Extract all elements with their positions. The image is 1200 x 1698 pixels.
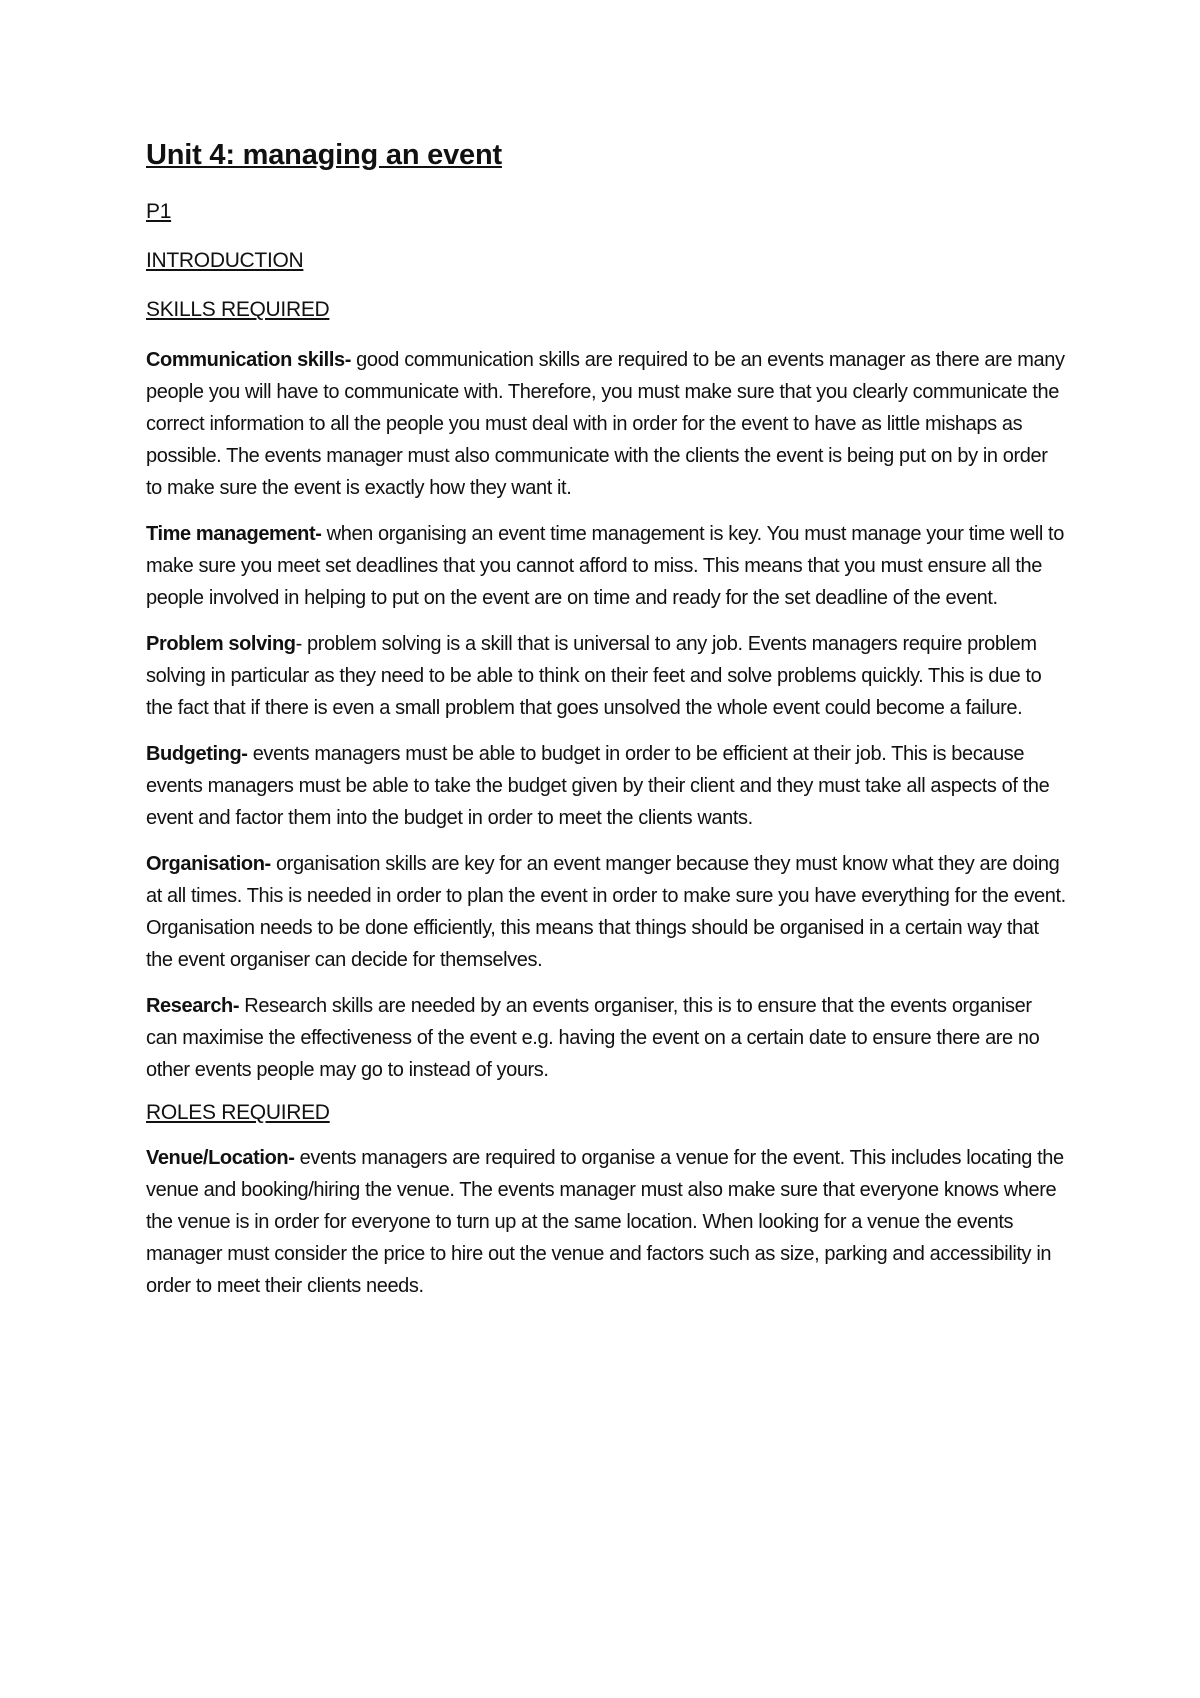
section-code: P1 (146, 199, 172, 223)
document-page (146, 138, 1066, 1658)
skill-paragraph-budgeting (146, 738, 1066, 834)
skill-text: Research skills are needed by an events organiser, this is to ensure that the events organiser can maximise the effectiveness of the event e.g. having the event on a certain date to ensure there are no other events people may go to instead of yours. (146, 994, 1040, 1081)
skill-term: Time management- (146, 522, 322, 545)
role-text: events managers are required to organise a venue for the event. This includes locating the venue and booking/hiring the venue. The events manager must also make sure that everyone knows where the venue is in order for everyone to turn up at the same location. When looking for a venue the events manager must consider the price to hire out the venue and factors such as size, parking and accessibility in order to meet their clients needs. (146, 1146, 1064, 1297)
skill-text: good communication skills are required to be an events manager as there are many people you will have to communicate with. Therefore, you must make sure that you clearly communicate the correct information to all the people you must deal with in order for the event to have as little mishaps as possible. The events manager must also communicate with the clients the event is being put on by in order to make sure the event is exactly how they want it. (146, 348, 1065, 499)
roles-heading: ROLES REQUIRED (146, 1100, 330, 1124)
skill-paragraph-time-management (146, 518, 1066, 614)
skill-text: when organising an event time management is key. You must manage your time well to make sure you meet set deadlines that you cannot afford to miss. This means that you must ensure all the people involved in helping to put on the event are on time and ready for the set deadline of the event. (146, 522, 1064, 609)
document-title: Unit 4: managing an event (146, 139, 502, 171)
skill-text: events managers must be able to budget in order to be efficient at their job. This is because events managers must be able to take the budget given by their client and they must take all aspects of the event and factor them into the budget in order to meet the clients wants. (146, 742, 1050, 829)
skill-text: organisation skills are key for an event manger because they must know what they are doing at all times. This is needed in order to plan the event in order to make sure you have everything for the event. Organisation needs to be done efficiently, this means that things should be organised in a certain way that the event organiser can decide for themselves. (146, 852, 1066, 971)
skill-paragraph-organisation (146, 848, 1066, 976)
skills-heading: SKILLS REQUIRED (146, 298, 330, 322)
skill-term: Budgeting- (146, 742, 248, 765)
skill-paragraph-communication (146, 344, 1066, 504)
skill-term: Problem solving (146, 632, 296, 655)
role-term: Venue/Location- (146, 1146, 295, 1169)
skill-term: Research- (146, 994, 240, 1017)
skill-paragraph-research (146, 990, 1066, 1086)
skill-term: Organisation- (146, 852, 271, 875)
skill-text: - problem solving is a skill that is universal to any job. Events managers require problem solving in particular as they need to be able to think on their feet and solve problems quickly. This is due to the fact that if there is even a small problem that goes unsolved the whole event could become a failure. (146, 632, 1042, 719)
skill-term: Communication skills- (146, 348, 351, 371)
skill-paragraph-problem-solving (146, 628, 1066, 724)
introduction-heading: INTRODUCTION (146, 249, 304, 273)
role-paragraph-venue (146, 1142, 1066, 1302)
